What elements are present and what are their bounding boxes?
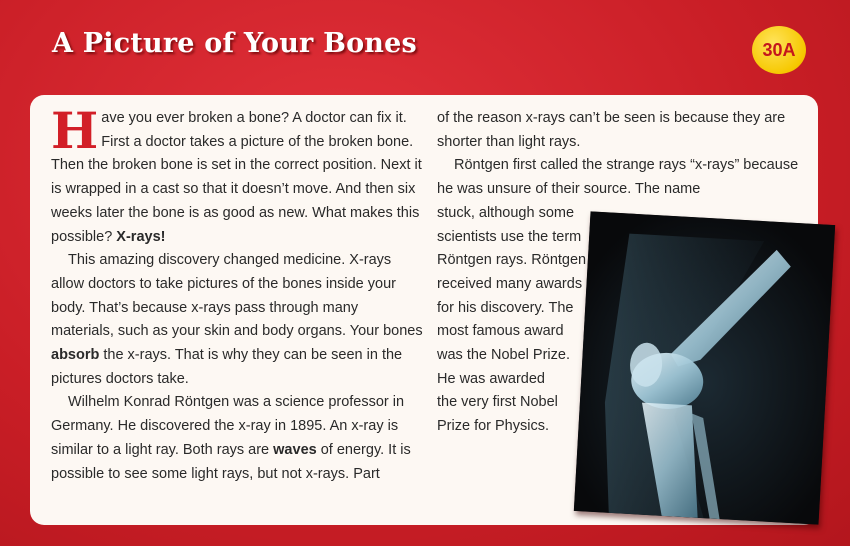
wrap-line: stuck, although some: [437, 204, 575, 221]
page-number-badge: 30A: [752, 26, 806, 74]
intro-bold-term: X-rays!: [116, 228, 166, 245]
paragraph-discovery: [51, 249, 423, 391]
xray-bones-icon: [574, 211, 835, 524]
wrap-line: most famous award: [437, 323, 564, 340]
discovery-text-a: This amazing discovery changed medicine. X-rays allow doctors to take pictures of the bones inside your body. That’s because x-rays pass through many materials, such as your skin and body organs. Your bones: [51, 252, 423, 340]
vocab-absorb: absorb: [51, 347, 100, 364]
discovery-text-b: the x-rays. That is why they can be seen in the pictures doctors take.: [51, 347, 403, 387]
paragraph-rontgen: [51, 391, 423, 486]
page-title: A Picture of Your Bones: [52, 28, 417, 59]
knee-xray-image: [574, 211, 835, 524]
vocab-waves: waves: [273, 441, 317, 458]
wrap-line: for his discovery. The: [437, 299, 574, 316]
left-column: [51, 101, 423, 486]
paragraph-name-origin: Röntgen first called the strange rays “x-rays” because he was unsure of their source. The name: [437, 157, 799, 198]
wrap-line: was the Nobel Prize.: [437, 347, 570, 364]
rontgen-text-b: of energy. It is possible to see some light rays, but not x-rays. Part: [51, 441, 411, 482]
paragraph-intro: [51, 101, 423, 249]
drop-cap: H: [51, 101, 99, 160]
wrap-line: Prize for Physics.: [437, 418, 549, 435]
wrap-line: He was awarded: [437, 370, 545, 387]
intro-text: ave you ever broken a bone? A doctor can fix it. First a doctor takes a picture of the broken bone. Then the broken bone is set in the correct position. Next it is wrapped in a cast so that it doesn’t move. And then six weeks later the bone is as good as new. What makes this possible?: [51, 110, 422, 245]
wrap-line: Röntgen rays. Röntgen: [437, 252, 587, 269]
wrap-line: the very first Nobel: [437, 394, 558, 411]
wrap-line: received many awards: [437, 275, 583, 292]
wrap-line: scientists use the term: [437, 228, 582, 245]
paragraph-continued: of the reason x-rays can’t be seen is because they are shorter than light rays.: [437, 110, 786, 150]
rontgen-text-a: Wilhelm Konrad Röntgen was a science professor in Germany. He discovered the x-ray in 1895. An x-ray is similar to a light ray. Both rays are: [51, 394, 405, 458]
